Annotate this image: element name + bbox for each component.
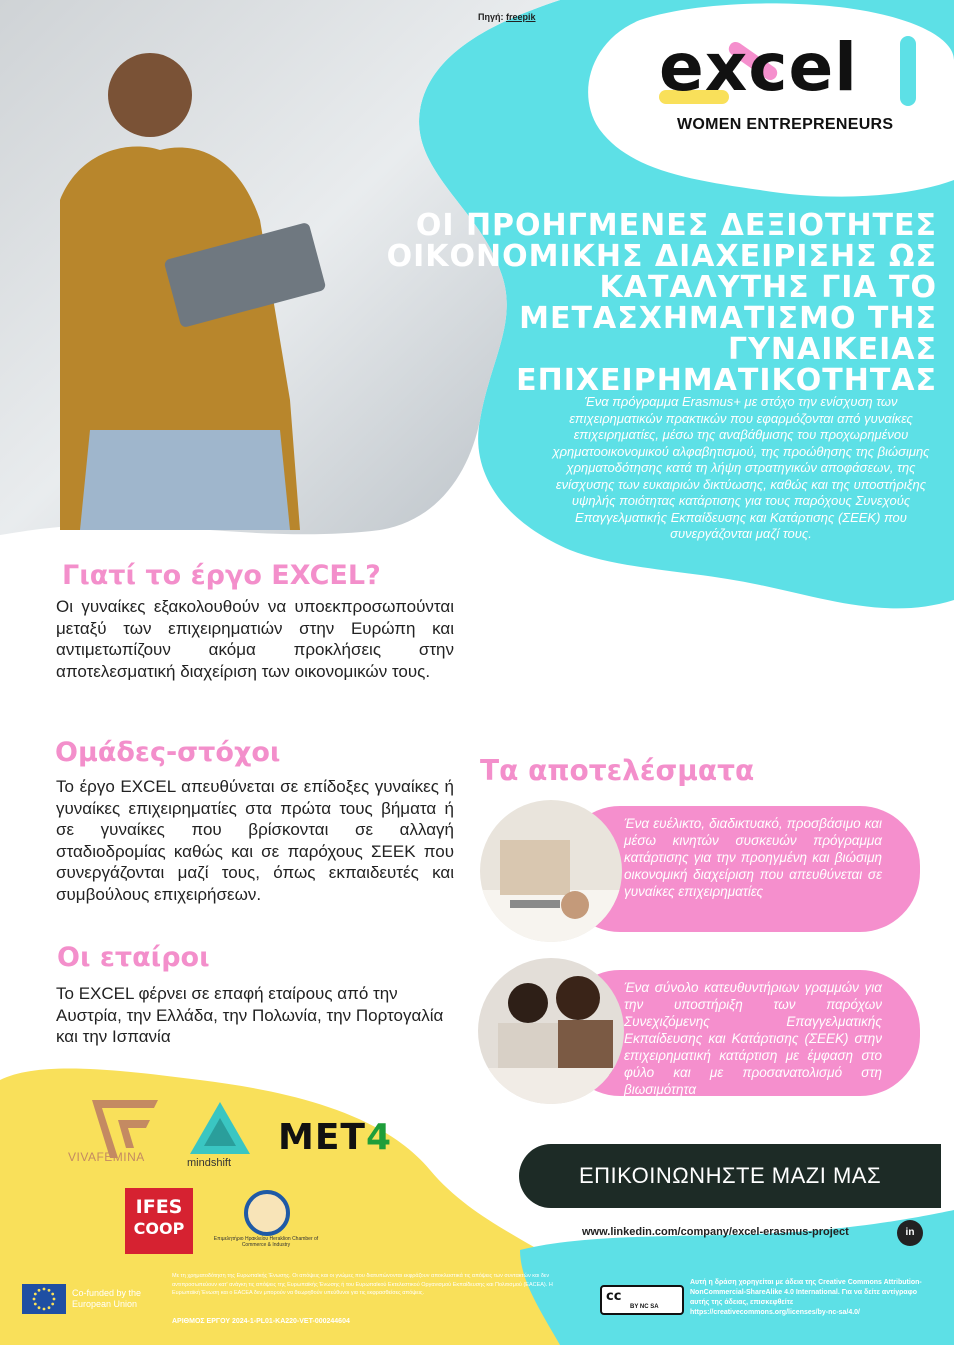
intro-text: Ένα πρόγραμμα Erasmus+ με στόχο την ενίσχυση των επιχειρηματικών πρακτικών που εφαρμόζονται από γυναίκες επιχειρηματίες, μέσω της αναβάθμισης του προχωρημένου χρηματοοικονομικού αλφαβητισμού, της προώθησης της βιώσιμης χρηματοδότησης κατά τη λήψη στρατηγικών αποφάσεων, της ενίσχυσης των ευκαιριών δικτύωσης, καθώς και της υποστήριξης υψηλής ποιότητας κατάρτισης για τους παρόχους Συνεχούς Επαγγελματικής Εκπαίδευσης και Κατάρτισης (ΣΕΕΚ) που συνεργάζονται μαζί τους. — [552, 394, 930, 541]
ifes-bottom: COOP — [133, 1219, 185, 1238]
ifes-coop-logo — [125, 1188, 193, 1254]
partners-text: Το EXCEL φέρνει σε επαφή εταίρους από την Αυστρία, την Ελλάδα, την Πολωνία, την Πορτογαλία και την Ισπανία — [56, 984, 444, 1046]
source-link[interactable]: freepik — [506, 12, 536, 22]
eu-cofunded-label: Co-funded by the European Union — [72, 1288, 142, 1309]
results-heading: Τα αποτελέσματα — [480, 754, 755, 787]
meta4-main: MET — [278, 1117, 366, 1158]
target-groups-text: Το έργο EXCEL απευθύνεται σε επίδοξες γυναίκες ή γυναίκες επιχειρηματίες στα πρώτα τους βήματα ή σε γυναίκες που βρίσκονται σε αλλαγή σταδιοδρομίας καθώς και σε παρόχους ΣΕΕΚ που συνεργάζονται μαζί τους, όπως εκπαιδευτές και συμβούλους επιχειρήσεων. — [56, 777, 454, 904]
hero-photo-head — [108, 53, 192, 137]
vivafemina-label: VIVAFEMINA — [68, 1150, 145, 1164]
result-text-1: Ένα ευέλικτο, διαδικτυακό, προσβάσιμο και μέσω κινητών συσκευών πρόγραμμα κατάρτισης για την προηγμένη και βιώσιμη οικονομική διαχείριση που απευθύνεται σε γυναίκες επιχειρηματίες — [624, 816, 882, 899]
heraklion-chamber-logo — [244, 1190, 290, 1236]
logo-subtitle: WOMEN ENTREPRENEURS — [677, 116, 894, 133]
meta4-logo — [278, 1117, 392, 1158]
logo-word: excel — [659, 29, 858, 106]
contact-us-button[interactable]: ΕΠΙΚΟΙΝΩΝΗΣΤΕ ΜΑΖΙ ΜΑΣ — [519, 1144, 941, 1208]
funding-disclaimer: Με τη χρηματοδότηση της Ευρωπαϊκής Ένωσης. Οι απόψεις και οι γνώμες που διατυπώνονται εκφράζουν αποκλειστικά τις απόψεις των συντακτών και δεν αντιπροσωπεύουν κατ' ανάγκη τις απόψεις της Ευρωπαϊκής Ένωσης ή του Ευρωπαϊκού Εκτελεστικού Οργανισμού Εκπαίδευσης και Πολιτισμού (EACEA). Η Ευρωπαϊκή Ένωση και ο EACEA δεν μπορούν να θεωρηθούν υπεύθυνοι για τις εκφρασθείσες απόψεις. — [172, 1273, 553, 1296]
result-photo-1 — [480, 800, 622, 942]
eu-flag-icon — [22, 1284, 66, 1314]
mindshift-logo — [188, 1100, 252, 1156]
cc-license-badge[interactable] — [600, 1285, 684, 1315]
result-photo-2 — [478, 958, 624, 1104]
why-text: Οι γυναίκες εξακολουθούν να υποεκπροσωπούνται μεταξύ των επιχειρηματιών στην Ευρώπη και αντιμετωπίζουν ακόμα προκλήσεις στην αποτελεσματική διαχείριση των οικονομικών τους. — [56, 597, 454, 681]
hero-photo-jeans — [80, 430, 290, 530]
result-photo-1-image — [480, 800, 622, 942]
source-label: Πηγή: — [478, 12, 504, 22]
linkedin-icon[interactable]: in — [897, 1220, 923, 1246]
license-text: Αυτή η δράση χορηγείται με άδεια της Creative Commons Attribution-NonCommercial-ShareAlike 4.0 International. Για να δείτε αντίγραφο αυτής της άδειας, επισκεφθείτε https://creativecommons.org/licenses/by-nc-sa/4.0/ — [690, 1279, 922, 1316]
mindshift-label: mindshift — [187, 1157, 232, 1169]
ifes-top: IFES — [135, 1196, 183, 1218]
meta4-accent: 4 — [365, 1117, 393, 1158]
heraklion-chamber-label: Επιμελητήριο Ηρακλείου Heraklion Chamber of Commerce & Industry — [213, 1236, 319, 1248]
linkedin-url[interactable]: www.linkedin.com/company/excel-erasmus-project — [582, 1226, 849, 1238]
cc-icon: cc — [606, 1289, 622, 1304]
image-source — [478, 12, 536, 22]
excel-logo — [655, 28, 925, 138]
cc-terms: BY NC SA — [630, 1304, 659, 1310]
result-photo-2-image — [478, 958, 624, 1104]
result-text-2: Ένα σύνολο κατευθυντήριων γραμμών για την υποστήριξη των παρόχων Συνεχιζόμενης Επαγγελματικής Εκπαίδευσης και Κατάρτισης (ΣΕΕΚ) στην επιχειρηματική κατάρτιση με έμφαση στο φύλο και με προσανατολισμό στη βιωσιμότητα — [624, 980, 882, 1097]
partners-heading: Οι εταίροι — [57, 942, 210, 973]
project-number: ΑΡΙΘΜΟΣ ΕΡΓΟΥ 2024-1-PL01-KA220-VET-000244604 — [172, 1318, 350, 1325]
target-groups-heading: Ομάδες-στόχοι — [55, 737, 281, 768]
main-title: ΟΙ ΠΡΟΗΓΜΕΝΕΣ ΔΕΞΙΟΤΗΤΕΣ ΟΙΚΟΝΟΜΙΚΗΣ ΔΙΑΧΕΙΡΙΣΗΣ ΩΣ ΚΑΤΑΛΥΤΗΣ ΓΙΑ ΤΟ ΜΕΤΑΣΧΗΜΑΤΙΣΜΟ ΤΗΣ ΓΥΝΑΙΚΕΙΑΣ ΕΠΙΧΕΙΡΗΜΑΤΙΚΟΤΗΤΑΣ — [386, 208, 937, 398]
why-heading: Γιατί το έργο EXCEL? — [62, 560, 381, 591]
